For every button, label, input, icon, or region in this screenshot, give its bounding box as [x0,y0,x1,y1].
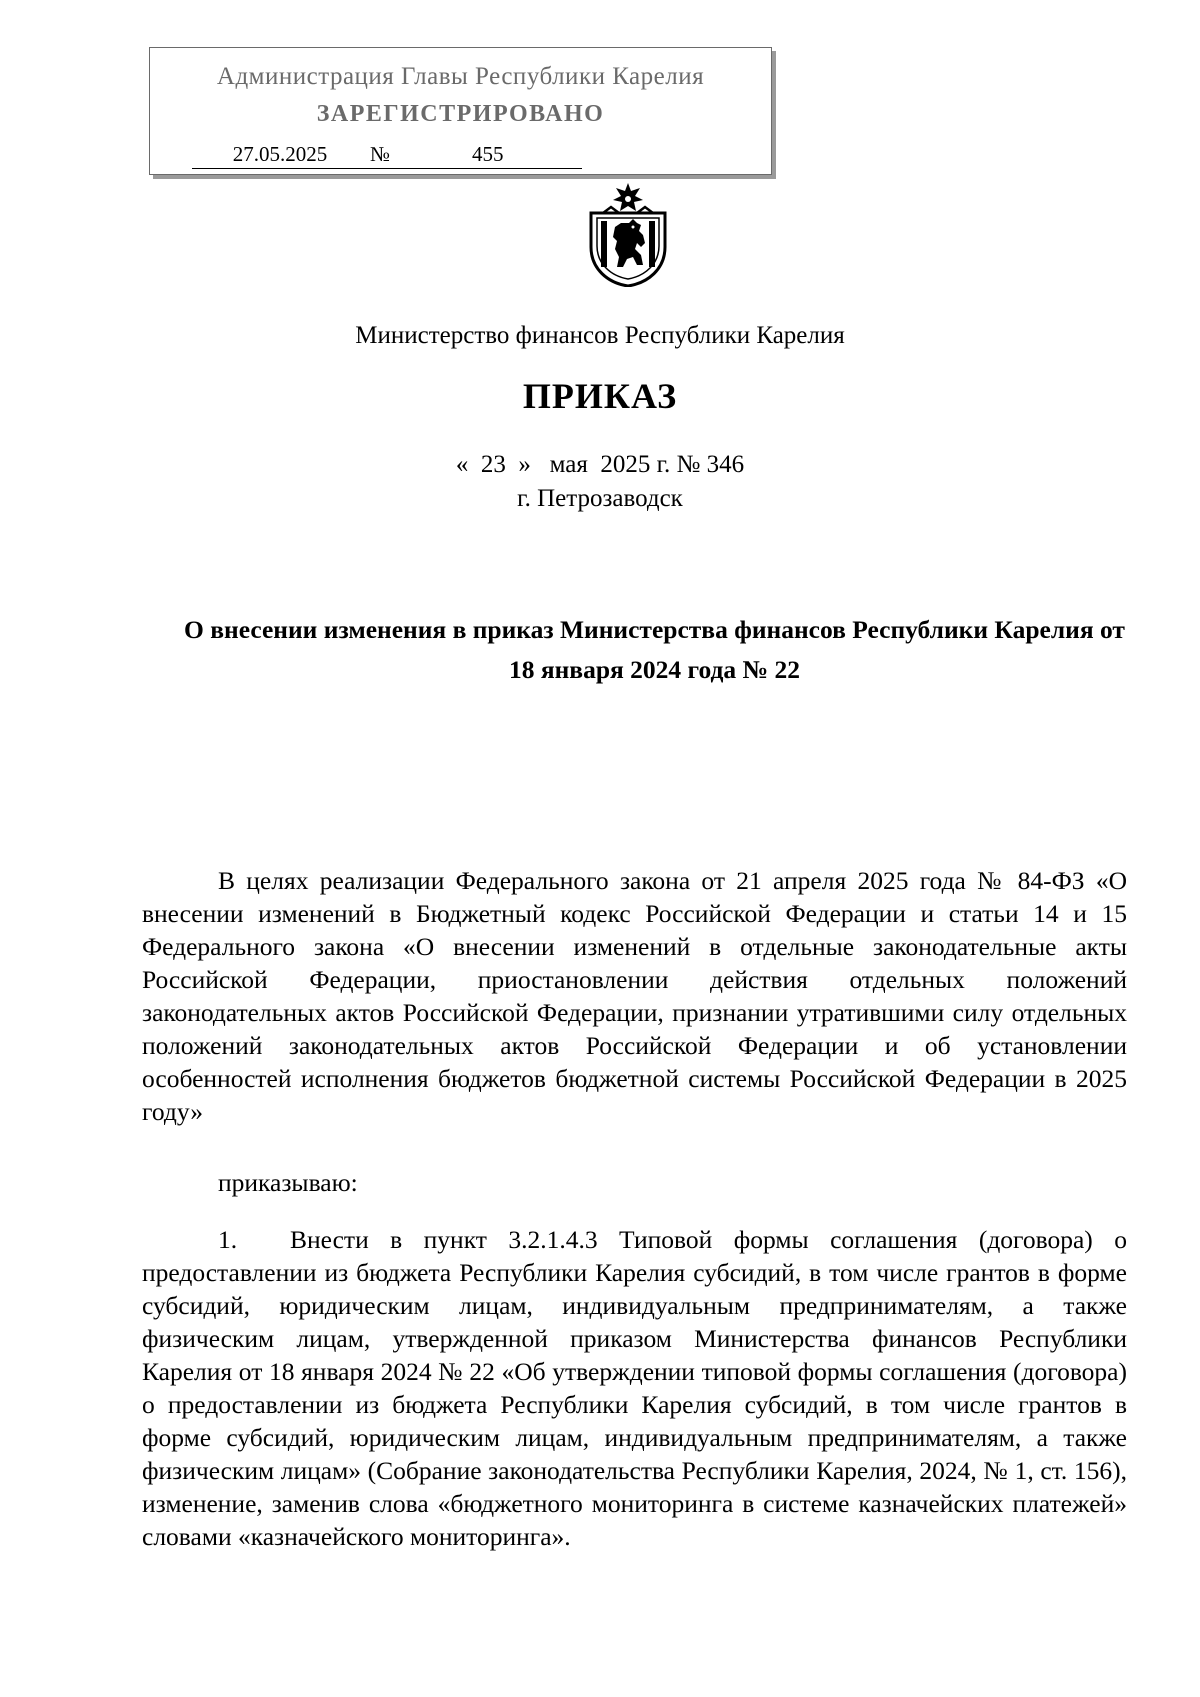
karelia-coat-of-arms-icon [583,183,673,287]
coat-of-arms-svg [583,183,673,287]
ministry-name: Министерство финансов Республики Карелия [355,322,845,349]
stamp-organization: Администрация Главы Республики Карелия [216,63,705,90]
order-word: приказываю: [218,1168,358,1197]
order-item-number: 1. [218,1225,238,1254]
order-item [142,1223,1127,1553]
stamp-status: ЗАРЕГИСТРИРОВАНО [316,101,605,127]
stamp-number-label: № [368,142,392,169]
stamp-number: 455 [392,142,582,169]
document-date-number: « 23 » мая 2025 г. № 346 [455,451,745,478]
document-title: О внесении изменения в приказ Министерства финансов Республики Карелия от 18 января 2024 года № 22 [184,615,1125,684]
document-city: г. Петрозаводск [517,485,683,512]
registration-stamp [149,47,772,175]
document-type: ПРИКАЗ [522,376,678,416]
order-item-text: Внести в пункт 3.2.1.4.3 Типовой формы соглашения (договора) о предоставлении из бюджета Республики Карелия субсидий, в том числе грантов в форме субсидий, юридическим лицам, индивидуальным предпринимателям, а также физическим лицам, утвержденной приказом Министерства финансов Республики Карелия от 18 января 2024 № 22 «Об утверждении типовой формы соглашения (договора) о предоставлении из бюджета Республики Карелия субсидий, в том числе грантов в форме субсидий, юридическим лицам, индивидуальным предпринимателям, а также физическим лицам» (Собрание законодательства Республики Карелия, 2024, № 1, ст. 156), изменение, заменив слова «бюджетного мониторинга в системе казначейских платежей» словами «казначейского мониторинга». [142,1225,1127,1551]
stamp-registration-line [192,142,582,169]
preamble-paragraph: В целях реализации Федерального закона от 21 апреля 2025 года № 84-ФЗ «О внесении изменений в Бюджетный кодекс Российской Федерации и статьи 14 и 15 Федерального закона «О внесении изменений в отдельные законодательные акты Российской Федерации, приостановлении действия отдельных положений законодательных актов Российской Федерации, признании утратившими силу отдельных положений законодательных актов Российской Федерации и об установлении особенностей исполнения бюджетов бюджетной системы Российской Федерации в 2025 году» [142,866,1127,1126]
stamp-date: 27.05.2025 [192,142,368,169]
